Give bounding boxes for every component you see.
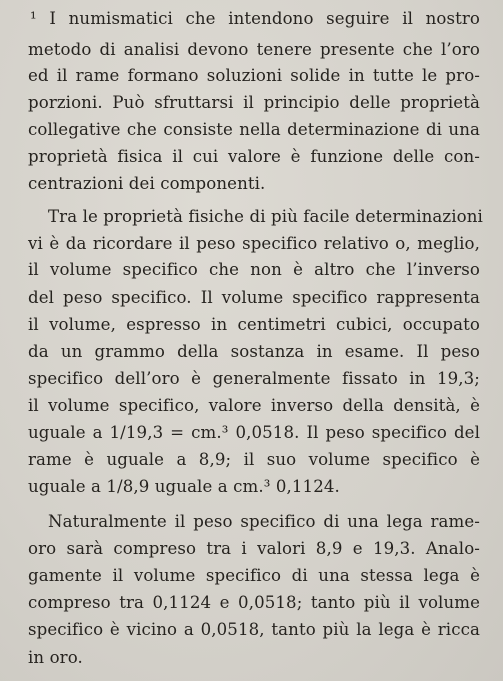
text-line: ¹ I numismatici che intendono seguire il nostro <box>30 9 480 28</box>
text-line: Naturalmente il peso specifico di una lega rame- <box>48 512 480 531</box>
text-line: collegative che consiste nella determinazione di una <box>28 120 480 139</box>
text-line: metodo di analisi devono tenere presente che l’oro <box>28 40 480 59</box>
text-line: centrazioni dei componenti. <box>28 174 266 193</box>
text-line: Tra le proprietà fisiche di più facile determinazioni <box>48 207 483 226</box>
text-line: proprietà fisica il cui valore è funzione delle con- <box>28 147 480 166</box>
text-line: uguale a 1/8,9 uguale a cm.³ 0,1124. <box>28 477 340 496</box>
text-line: rame è uguale a 8,9; il suo volume specifico è <box>28 450 480 469</box>
text-line: il volume, espresso in centimetri cubici, occupato <box>28 315 480 334</box>
text-line: da un grammo della sostanza in esame. Il peso <box>28 342 480 361</box>
text-line: specifico dell’oro è generalmente fissato in 19,3; <box>28 369 480 388</box>
text-line: in oro. <box>28 648 83 667</box>
text-line: specifico è vicino a 0,0518, tanto più la lega è ricca <box>28 620 480 639</box>
text-line: gamente il volume specifico di una stessa lega è <box>28 566 480 585</box>
text-line: il volume specifico che non è altro che l’inverso <box>28 260 480 279</box>
text-line: il volume specifico, valore inverso della densità, è <box>28 396 480 415</box>
text-line: oro sarà compreso tra i valori 8,9 e 19,3. Analo- <box>28 539 480 558</box>
text-line: ed il rame formano soluzioni solide in tutte le pro- <box>28 66 480 85</box>
text-line: porzioni. Può sfruttarsi il principio delle proprietà <box>28 93 480 112</box>
text-line: compreso tra 0,1124 e 0,0518; tanto più il volume <box>28 593 480 612</box>
text-line: del peso specifico. Il volume specifico rappresenta <box>28 288 480 307</box>
text-line: uguale a 1/19,3 = cm.³ 0,0518. Il peso specifico del <box>28 423 480 442</box>
text-line: vi è da ricordare il peso specifico relativo o, meglio, <box>28 234 480 253</box>
